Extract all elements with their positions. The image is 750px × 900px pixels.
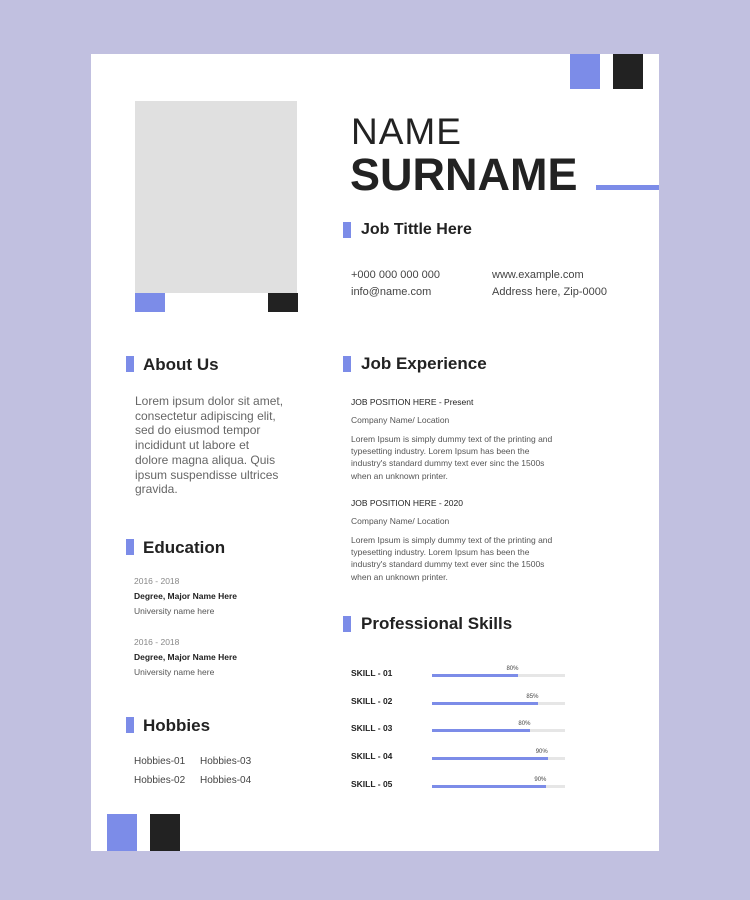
hobby-item: Hobbies-04 bbox=[200, 775, 252, 786]
first-name: NAME bbox=[351, 111, 462, 152]
education-years: 2016 - 2018 bbox=[134, 576, 180, 586]
about-text bbox=[135, 394, 325, 497]
job-description-line: when an unknown printer. bbox=[351, 571, 448, 582]
education-years: 2016 - 2018 bbox=[134, 637, 180, 647]
skill-label: SKILL - 04 bbox=[351, 751, 393, 761]
hobby-item: Hobbies-01 bbox=[134, 756, 186, 767]
skill-row bbox=[351, 777, 566, 791]
hobbies-section-marker bbox=[126, 717, 134, 733]
job-description-line: industry's standard dummy text ever sinc the 1500s bbox=[351, 559, 545, 570]
skill-label: SKILL - 03 bbox=[351, 723, 393, 733]
education-school: University name here bbox=[134, 667, 215, 677]
phone-number: +000 000 000 000 bbox=[351, 269, 441, 281]
job-position: JOB POSITION HERE - 2020 bbox=[351, 498, 463, 508]
job-description-line: Lorem Ipsum is simply dummy text of the printing and bbox=[351, 535, 553, 545]
hobby-item: Hobbies-03 bbox=[200, 756, 252, 767]
skill-row bbox=[351, 694, 566, 708]
job-description-line: when an unknown printer. bbox=[351, 470, 448, 481]
about-section-marker bbox=[126, 356, 134, 372]
skill-bar-fill bbox=[432, 757, 548, 760]
photo-accent-dark bbox=[268, 293, 298, 312]
experience-item bbox=[351, 397, 611, 482]
name-underline-bar bbox=[596, 185, 659, 190]
skill-bar-track bbox=[432, 729, 565, 732]
job-description-line: typesetting industry. Lorem Ipsum has been the bbox=[351, 547, 530, 558]
skill-label: SKILL - 02 bbox=[351, 696, 393, 706]
skill-bar-track bbox=[432, 702, 565, 705]
education-section-marker bbox=[126, 539, 134, 555]
experience-section-marker bbox=[343, 356, 351, 372]
education-section-title: Education bbox=[143, 538, 226, 557]
job-description-line: typesetting industry. Lorem Ipsum has been the bbox=[351, 446, 530, 457]
skill-bar-track bbox=[432, 785, 565, 788]
skill-bar-track bbox=[432, 757, 565, 760]
job-description-line: Lorem Ipsum is simply dummy text of the printing and bbox=[351, 434, 553, 444]
skill-row bbox=[351, 666, 566, 680]
skill-percent-label: 80% bbox=[506, 666, 519, 672]
education-degree: Degree, Major Name Here bbox=[134, 591, 237, 601]
job-title: Job Tittle Here bbox=[361, 221, 472, 238]
skill-percent-label: 80% bbox=[518, 721, 531, 727]
profile-photo-placeholder bbox=[135, 101, 297, 293]
about-line: ipsum suspendisse ultrices bbox=[135, 467, 279, 482]
education-degree: Degree, Major Name Here bbox=[134, 652, 237, 662]
skill-bar-fill bbox=[432, 785, 546, 788]
bottom-accent-square-dark bbox=[150, 814, 180, 851]
top-accent-square-dark bbox=[613, 54, 643, 89]
job-company: Company Name/ Location bbox=[351, 415, 450, 425]
job-position: JOB POSITION HERE - Present bbox=[351, 397, 474, 407]
email-address: info@name.com bbox=[351, 286, 432, 298]
education-item bbox=[134, 637, 237, 678]
skill-bar-fill bbox=[432, 702, 538, 705]
about-line: dolore magna aliqua. Quis bbox=[135, 452, 276, 467]
job-company: Company Name/ Location bbox=[351, 516, 450, 526]
skill-bar-fill bbox=[432, 674, 518, 677]
job-description-line: industry's standard dummy text ever sinc the 1500s bbox=[351, 458, 545, 469]
skill-label: SKILL - 05 bbox=[351, 779, 393, 789]
about-line: Lorem ipsum dolor sit amet, bbox=[135, 394, 284, 408]
skill-row bbox=[351, 749, 566, 763]
address: Address here, Zip-0000 bbox=[492, 286, 607, 298]
skills-section-title: Professional Skills bbox=[361, 614, 513, 633]
hobbies-section-title: Hobbies bbox=[143, 716, 211, 735]
education-item bbox=[134, 576, 237, 617]
photo-accent-blue bbox=[135, 293, 165, 312]
bottom-accent-square-blue bbox=[107, 814, 137, 851]
about-line: incididunt ut labore et bbox=[135, 438, 250, 453]
job-title-marker bbox=[343, 222, 351, 238]
about-line: consectetur adipiscing elit, bbox=[135, 408, 276, 423]
skill-row bbox=[351, 721, 566, 735]
about-line: sed do eiusmod tempor bbox=[135, 423, 261, 438]
skills-section-marker bbox=[343, 616, 351, 632]
skill-percent-label: 90% bbox=[534, 777, 547, 783]
top-accent-square-blue bbox=[570, 54, 600, 89]
skill-percent-label: 85% bbox=[526, 694, 539, 700]
about-line: gravida. bbox=[135, 482, 178, 497]
hobby-item: Hobbies-02 bbox=[134, 775, 186, 786]
experience-section-title: Job Experience bbox=[361, 354, 487, 373]
last-name: SURNAME bbox=[350, 149, 578, 200]
skill-bar-fill bbox=[432, 729, 530, 732]
job-description bbox=[351, 433, 611, 482]
website: www.example.com bbox=[492, 269, 584, 281]
skill-bar-track bbox=[432, 674, 565, 677]
job-description bbox=[351, 534, 611, 583]
skill-label: SKILL - 01 bbox=[351, 668, 393, 678]
education-school: University name here bbox=[134, 606, 215, 616]
about-section-title: About Us bbox=[143, 355, 219, 374]
experience-item bbox=[351, 498, 611, 583]
skill-percent-label: 90% bbox=[535, 749, 548, 755]
resume-page bbox=[91, 54, 659, 851]
